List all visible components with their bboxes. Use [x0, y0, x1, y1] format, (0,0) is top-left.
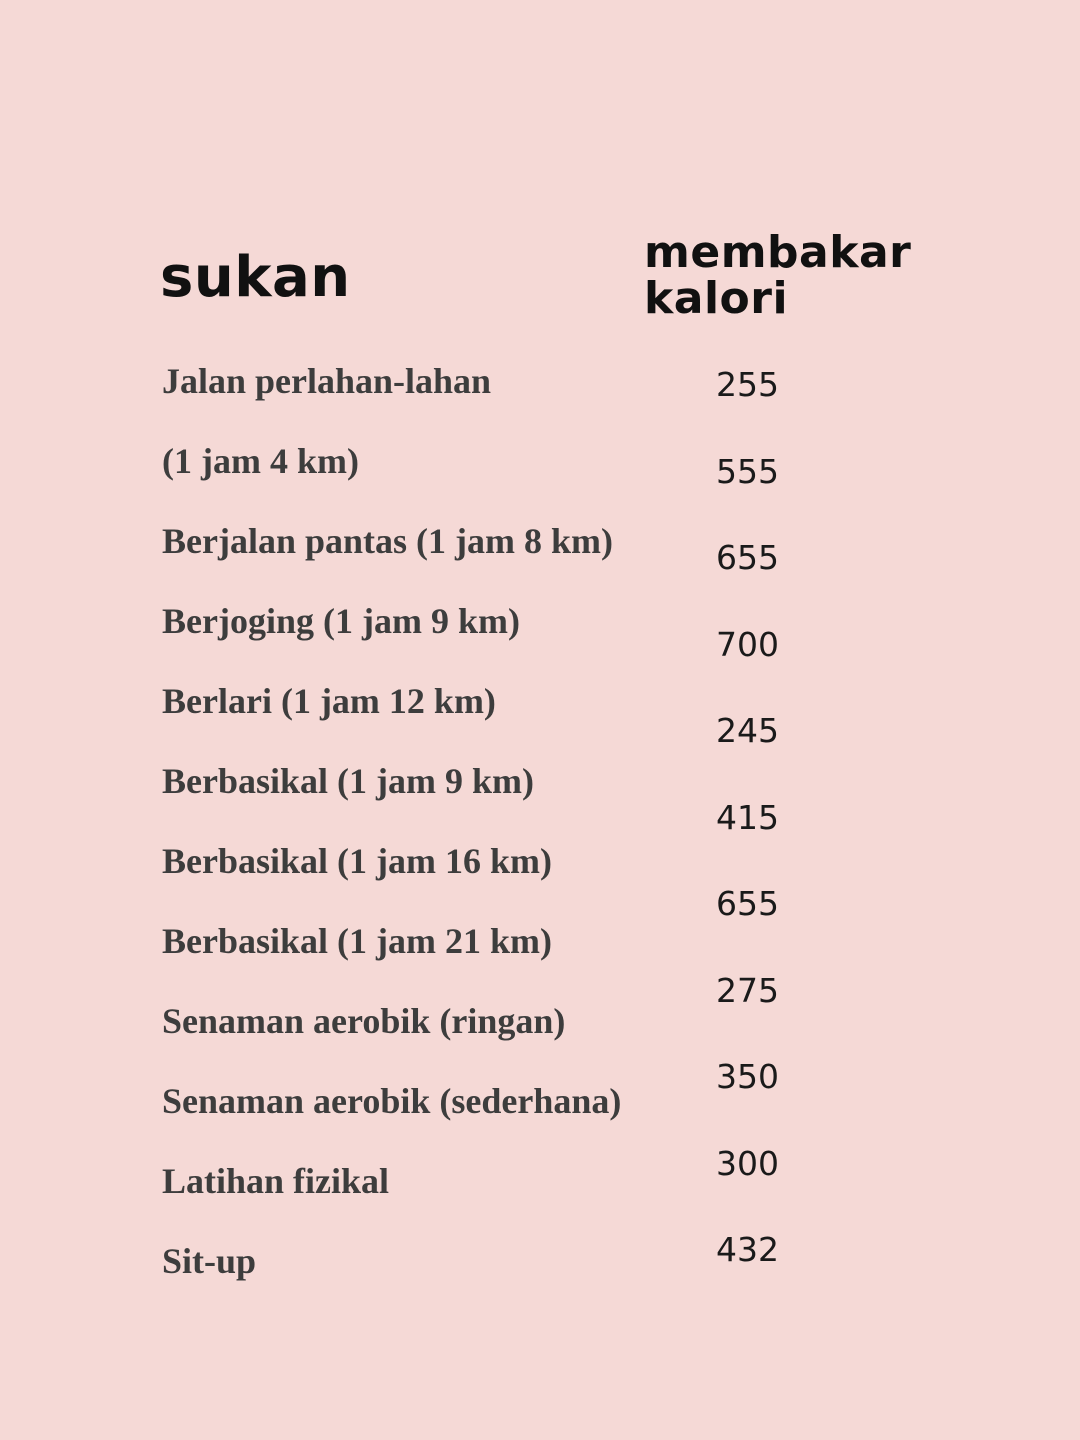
calorie-header-line-2: kalori [644, 273, 789, 324]
calorie-value: 432 [716, 1230, 779, 1269]
calorie-value: 245 [716, 711, 779, 750]
activity-item: Berjalan pantas (1 jam 8 km) [162, 521, 613, 561]
activity-item: Senaman aerobik (ringan) [162, 1001, 566, 1041]
calorie-value: 700 [716, 624, 779, 664]
calorie-value: 350 [716, 1057, 779, 1096]
calorie-list [716, 362, 796, 1314]
activity-list [162, 356, 702, 1316]
activity-item: Senaman aerobik (sederhana) [162, 1081, 622, 1121]
calorie-header-line-1: membakar [644, 227, 912, 278]
activity-item: Berlari (1 jam 12 km) [162, 681, 496, 721]
calorie-value: 415 [716, 797, 779, 837]
calorie-value: 275 [716, 970, 779, 1010]
calorie-value: 655 [716, 538, 779, 577]
calorie-value: 655 [716, 884, 779, 923]
activity-item: Berjoging (1 jam 9 km) [162, 601, 520, 641]
activity-item: Jalan perlahan-lahan [162, 361, 492, 401]
calorie-column-header [644, 227, 944, 324]
calorie-value: 555 [716, 451, 779, 491]
calorie-value: 300 [716, 1143, 779, 1183]
calorie-value: 255 [716, 365, 779, 404]
activity-item: Latihan fizikal [162, 1161, 390, 1201]
sport-column-header: sukan [160, 245, 351, 310]
activity-item: Berbasikal (1 jam 16 km) [162, 841, 552, 881]
activity-item: Sit-up [162, 1241, 257, 1281]
activity-item: Berbasikal (1 jam 21 km) [162, 921, 552, 961]
activity-item: Berbasikal (1 jam 9 km) [162, 761, 534, 801]
activity-item: (1 jam 4 km) [162, 441, 359, 481]
